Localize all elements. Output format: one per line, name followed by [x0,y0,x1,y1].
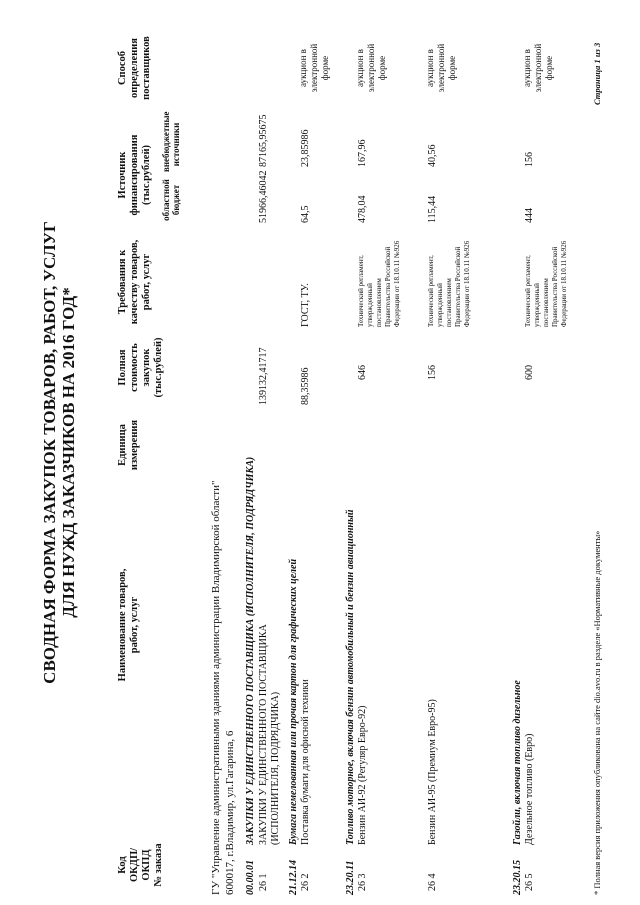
header-financing: Источник финансирования (тыс.рублей) [117,134,152,216]
section-code: 23.20.15 [512,860,523,895]
row-extra: 23,85986 [300,129,311,167]
row-requirements: Технический регламент, утвержденный постановлением Правительства Российской Федерации от 18.10.11 №926 [427,240,471,327]
row-name: Поставка бумаги для офисной техники [300,679,311,845]
row-code: 26 2 [300,873,311,891]
row-name-line1: ЗАКУПКИ У ЕДИНСТВЕННОГО ПОСТАВЩИКА [258,624,269,845]
section-title: Бумага немелованная или прочая картон для графических целей [288,558,299,845]
header-financing-extra: внебюджетные источники [161,111,181,172]
header-unit: Единица измерения [117,419,140,471]
row-cost: 88,35986 [300,367,311,405]
row-method: аукцион в электронной форме [425,43,457,93]
row-extra: 167,96 [357,139,368,167]
row-name: Бензин АИ-95 (Премиум Евро-95) [427,699,438,845]
organization-address: 600017, г.Владимир, ул.Гагарина, 6 [224,730,236,895]
organization-name: ГУ "Управление административными зданиями администрации Владимирской области" [210,480,222,895]
row-oblast: 478,04 [357,195,368,223]
row-method: аукцион в электронной форме [298,43,330,93]
section-title: Газойли, включая топливо дизельное [512,680,523,845]
row-extra: 156 [524,152,535,167]
row-cost: 646 [357,365,368,380]
header-requirements: Требования к качеству товаров, работ, услуг [117,239,152,325]
header-financing-oblast: областной бюджет [161,179,181,221]
row-extra: 40,56 [427,144,438,167]
row-method: аукцион в электронной форме [522,43,554,93]
header-code: Код ОКДП/ ОКПД № заказа [117,843,164,887]
row-extra: 87165,95675 [258,114,269,167]
header-name: Наименование товаров, работ, услуг [117,568,140,682]
section-code: 21.12.14 [288,860,299,895]
row-code: 26 1 [258,873,269,891]
row-cost: 156 [427,365,438,380]
page-number: Страница 1 из 3 [592,42,602,105]
header-cost: Полная стоимость закупок (тыс.рублей) [117,337,164,398]
section-title: ЗАКУПКИ У ЕДИНСТВЕННОГО ПОСТАВЩИКА (ИСПОЛНИТЕЛЯ, ПОДРЯДЧИКА) [245,456,256,845]
section-title: Топливо моторное, включая бензин автомобильный и бензин авиационный [345,509,356,845]
row-oblast: 115,44 [427,195,438,223]
row-name: Бензин АИ-92 (Регуляр Евро-92) [357,705,368,845]
row-code: 26 5 [524,873,535,891]
footnote: * Полная версия приложения опубликована на сайте dio.avo.ru в разделе «Нормативные документы» [592,530,602,895]
row-requirements: Технический регламент, утвержденный постановлением Правительства Российской Федерации от 18.10.11 №926 [357,240,401,327]
row-requirements: ГОСТ, ТУ. [300,283,311,327]
header-method: Способ определения поставщиков [117,36,152,100]
section-code: 00.00.01 [245,860,256,895]
row-method: аукцион в электронной форме [355,43,387,93]
row-oblast: 64,5 [300,205,311,223]
document-title-line2: ДЛЯ НУЖД ЗАКАЗЧИКОВ НА 2016 ГОД* [59,287,78,618]
section-code: 23.20.11 [345,860,356,895]
document-title-line1: СВОДНАЯ ФОРМА ЗАКУПОК ТОВАРОВ, РАБОТ, УСЛУГ [40,221,59,684]
row-oblast: 444 [524,208,535,223]
row-cost: 139132,41717 [258,347,269,405]
row-code: 26 3 [357,873,368,891]
row-oblast: 51966,46042 [258,170,269,223]
row-cost: 600 [524,365,535,380]
row-code: 26 4 [427,873,438,891]
row-name-line2: (ИСПОЛНИТЕЛЯ, ПОДРЯДЧИКА) [270,691,281,845]
row-requirements: Технический регламент, утвержденный постановлением Правительства Российской Федерации от 18.10.11 №926 [524,240,568,327]
row-name: Дезельное топливо (Евро) [524,733,535,845]
